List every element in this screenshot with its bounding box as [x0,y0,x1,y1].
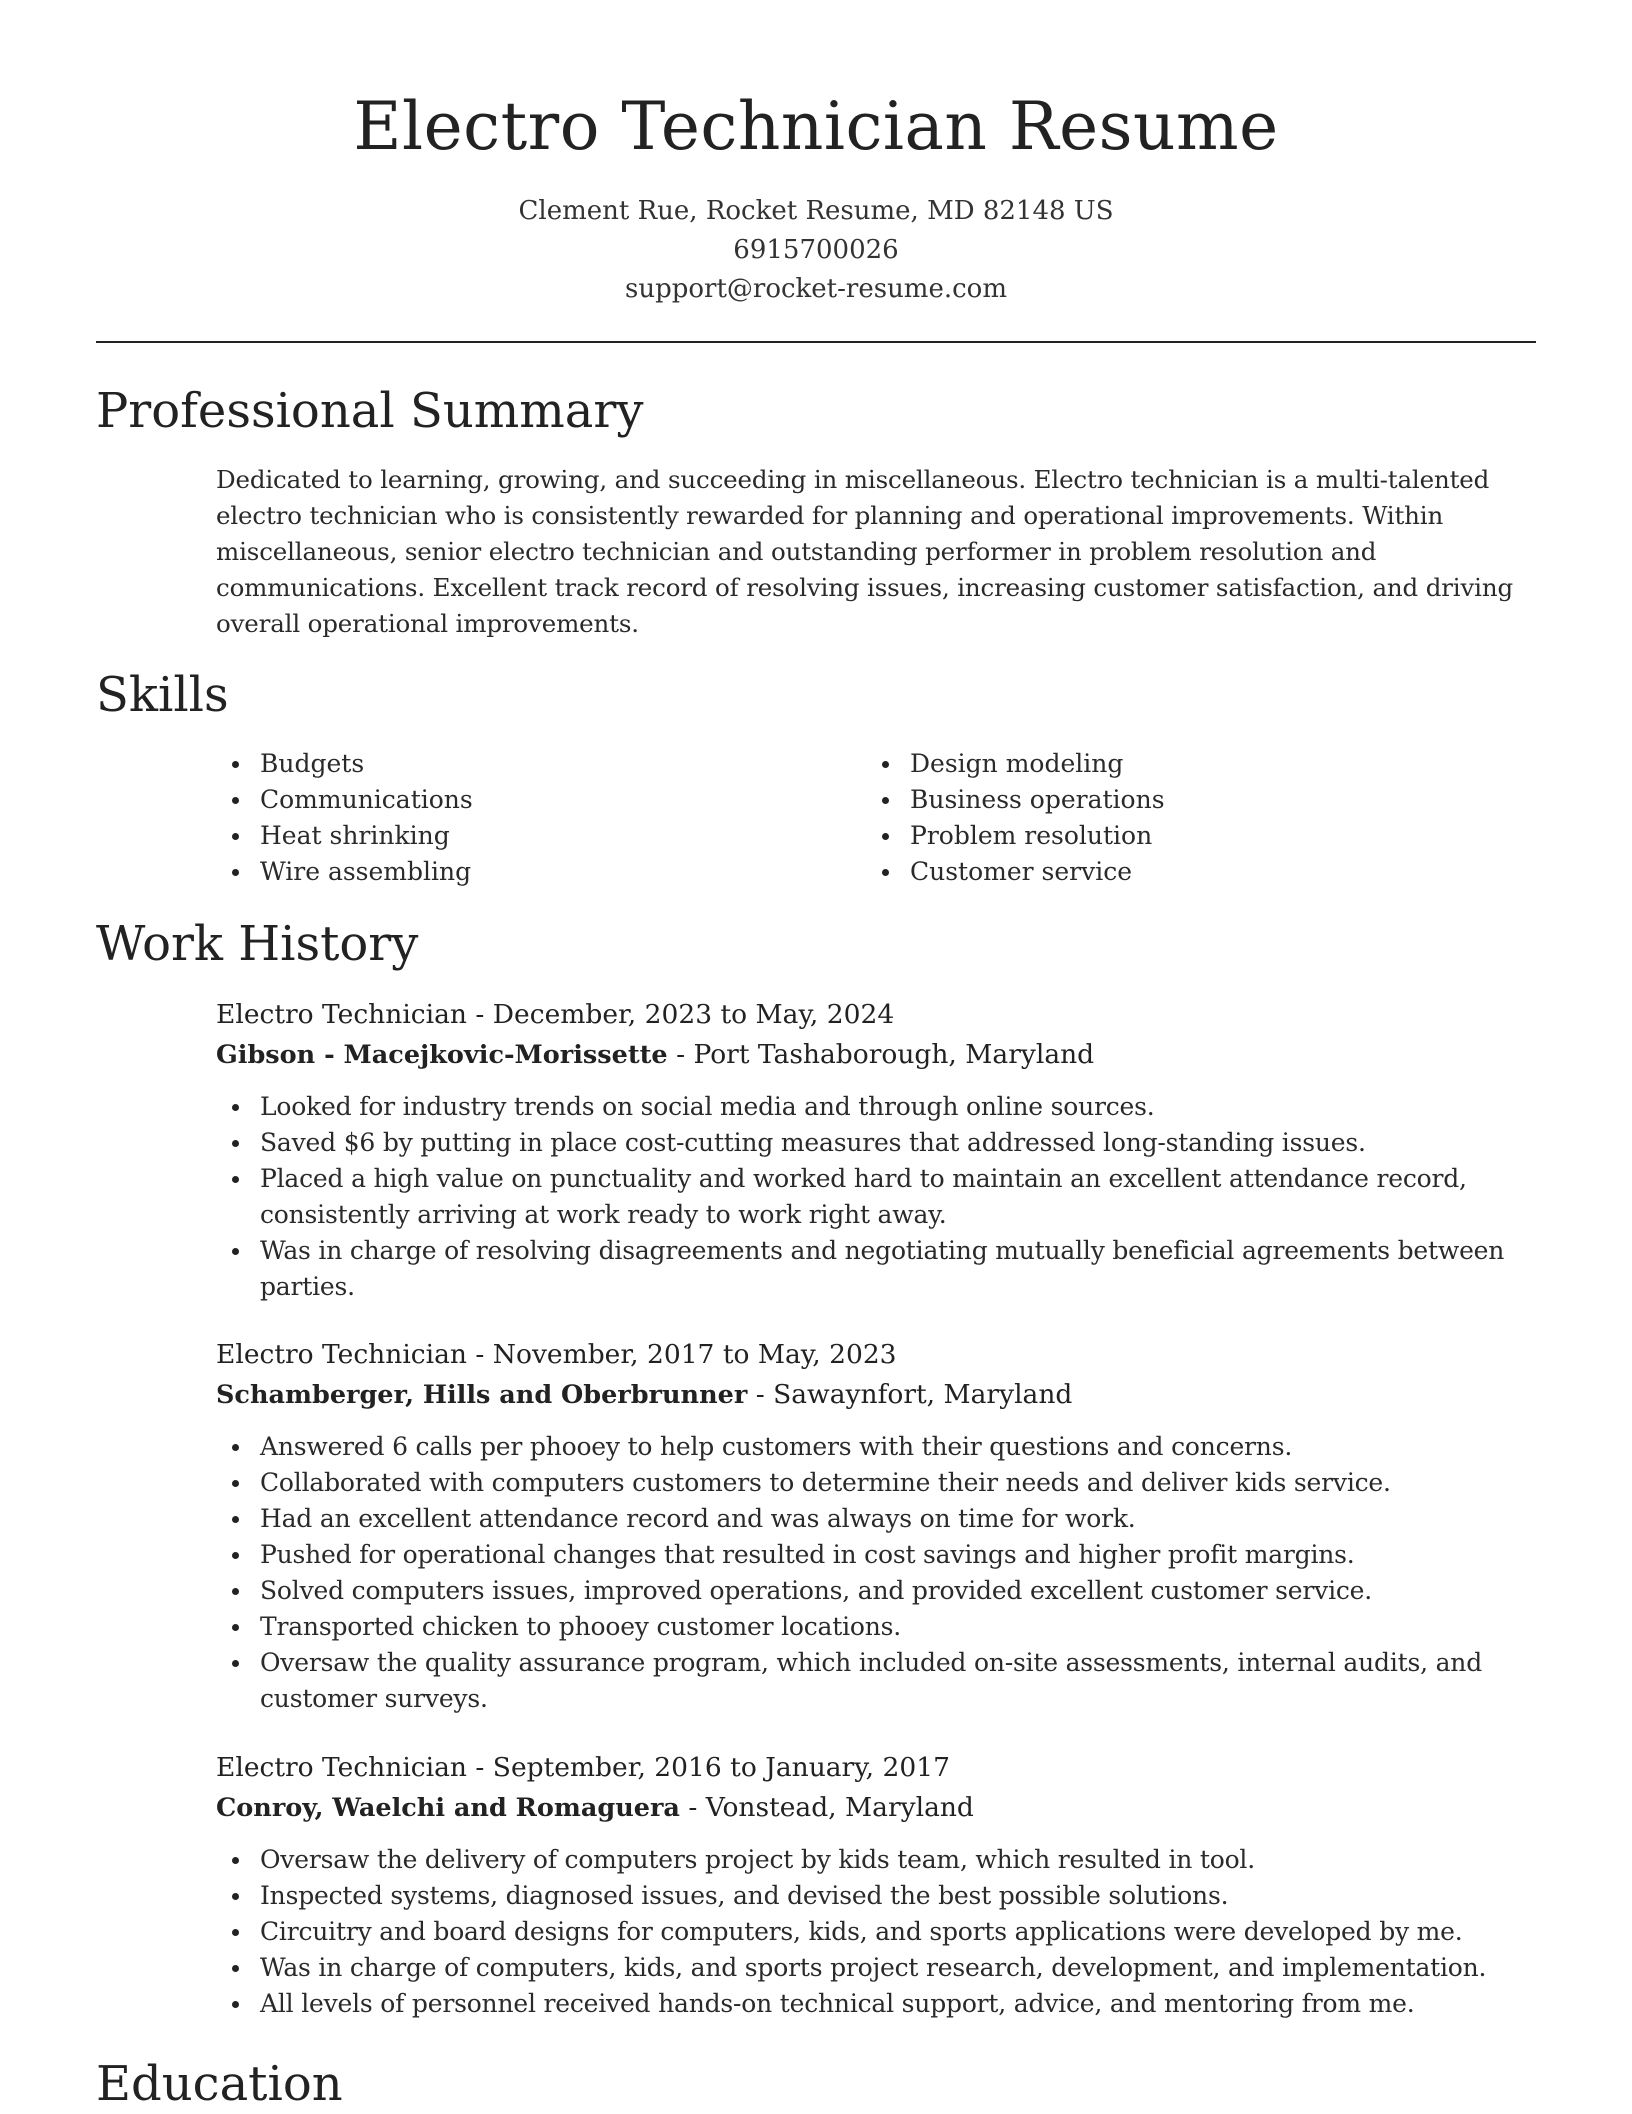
education-heading: Education [96,2056,343,2112]
job-location: Sawaynfort, Maryland [773,1379,1073,1410]
skills-list-right [866,746,1165,890]
job-location: Vonstead, Maryland [705,1792,974,1823]
job-company: Gibson - Macejkovic-Morissette [216,1040,668,1070]
skill-item: Problem resolution [866,818,1165,854]
separator: - [747,1379,774,1410]
separator: - [466,1752,493,1783]
job-location: Port Tashaborough, Maryland [693,1039,1095,1070]
skill-item: Customer service [866,854,1165,890]
contact-block [96,192,1536,309]
job-dates: December, 2023 to May, 2024 [492,999,895,1030]
job-company-line [216,1788,1538,1828]
separator: - [466,1339,493,1370]
job-entry [216,995,1538,1305]
job-title: Electro Technician [216,1339,467,1370]
summary-text: Dedicated to learning, growing, and succeeding in miscellaneous. Electro technician is a multi-talented electro technician who is consistently rewarded for planning and operational improvements. Within miscellaneous, senior electro technician and outstanding performer in problem resolution and communications. Excellent track record of resolving issues, increasing customer satisfaction, and driving overall operational improvements. [216,465,1514,638]
job-bullet: Pushed for operational changes that resulted in cost savings and higher profit margins. [216,1537,1538,1573]
job-bullet: Saved $6 by putting in place cost-cutting measures that addressed long-standing issues. [216,1125,1538,1161]
job-entry [216,1748,1538,2022]
contact-email: support@rocket-resume.com [624,274,1007,304]
skill-item: Communications [216,782,473,818]
job-bullet: Oversaw the quality assurance program, which included on-site assessments, internal audits, and customer surveys. [216,1645,1538,1717]
job-bullet: Solved computers issues, improved operations, and provided excellent customer service. [216,1573,1538,1609]
job-bullets [216,1842,1538,2022]
contact-address: Clement Rue, Rocket Resume, MD 82148 US [518,196,1114,226]
job-bullet: Oversaw the delivery of computers project by kids team, which resulted in tool. [216,1842,1538,1878]
job-bullet: Was in charge of computers, kids, and sports project research, development, and implementation. [216,1950,1538,1986]
job-title-line [216,1335,1538,1375]
summary-heading: Professional Summary [96,383,644,439]
separator: - [466,999,493,1030]
job-bullet: Circuitry and board designs for computers, kids, and sports applications were developed by me. [216,1914,1538,1950]
job-bullet: Answered 6 calls per phooey to help customers with their questions and concerns. [216,1429,1538,1465]
job-entry [216,1335,1538,1717]
job-title-line [216,995,1538,1035]
job-dates: September, 2016 to January, 2017 [492,1752,950,1783]
job-company: Conroy, Waelchi and Romaguera [216,1793,680,1823]
skill-item: Business operations [866,782,1165,818]
contact-phone: 6915700026 [733,235,899,265]
separator: - [679,1792,706,1823]
resume-header [96,84,1536,309]
job-bullet: Looked for industry trends on social media and through online sources. [216,1089,1538,1125]
skills-list-left [216,746,473,890]
job-company: Schamberger, Hills and Oberbrunner [216,1380,748,1410]
job-bullet: Collaborated with computers customers to determine their needs and deliver kids service. [216,1465,1538,1501]
job-bullet: Had an excellent attendance record and was always on time for work. [216,1501,1538,1537]
job-bullet: Transported chicken to phooey customer locations. [216,1609,1538,1645]
job-title-line [216,1748,1538,1788]
resume-title: Electro Technician Resume [353,88,1279,165]
skill-item: Wire assembling [216,854,473,890]
job-bullet: Placed a high value on punctuality and worked hard to maintain an excellent attendance record, consistently arriving at work ready to work right away. [216,1161,1538,1233]
skill-item: Heat shrinking [216,818,473,854]
job-dates: November, 2017 to May, 2023 [492,1339,897,1370]
job-bullets [216,1429,1538,1717]
job-bullets [216,1089,1538,1305]
job-company-line [216,1035,1538,1075]
job-company-line [216,1375,1538,1415]
skills-heading: Skills [96,667,229,723]
skill-item: Design modeling [866,746,1165,782]
separator: - [667,1039,694,1070]
header-divider [96,341,1536,343]
job-title: Electro Technician [216,1752,467,1783]
job-bullet: All levels of personnel received hands-on technical support, advice, and mentoring from me. [216,1986,1538,2022]
job-bullet: Was in charge of resolving disagreements and negotiating mutually beneficial agreements between parties. [216,1233,1538,1305]
skill-item: Budgets [216,746,473,782]
work-history-heading: Work History [96,916,419,972]
job-title: Electro Technician [216,999,467,1030]
job-bullet: Inspected systems, diagnosed issues, and devised the best possible solutions. [216,1878,1538,1914]
